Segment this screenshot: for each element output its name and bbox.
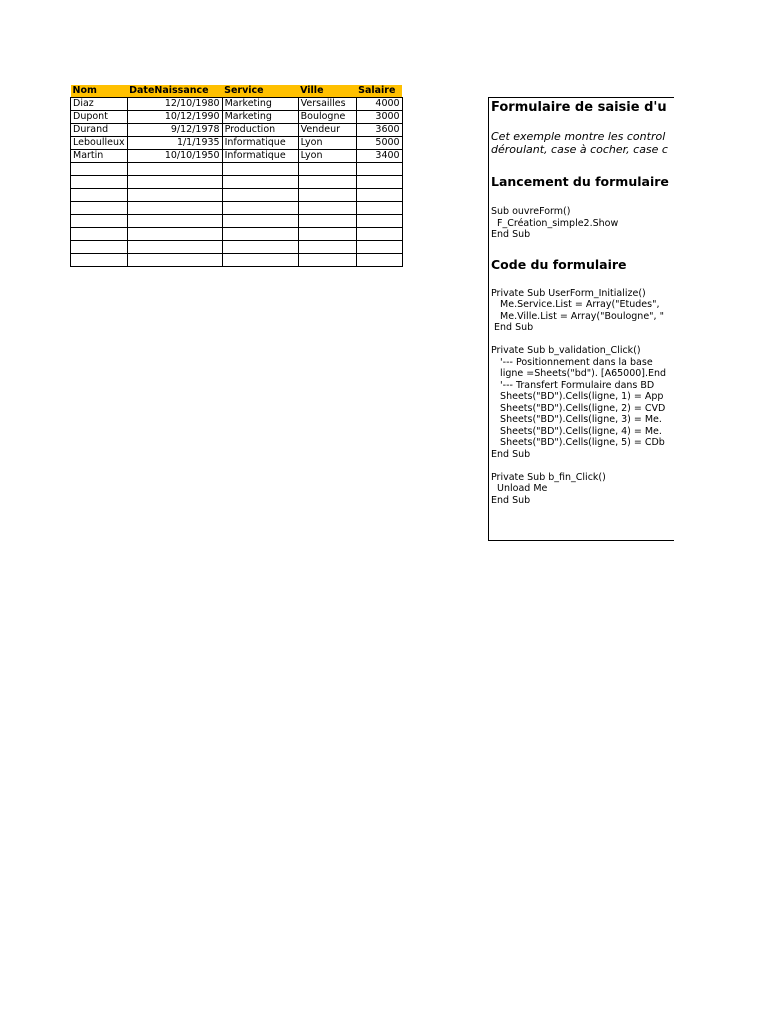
- cell-service[interactable]: [222, 241, 298, 254]
- cell-ville[interactable]: Boulogne: [298, 111, 356, 124]
- cell-salaire[interactable]: [356, 176, 402, 189]
- cell-salaire[interactable]: 3400: [356, 150, 402, 163]
- cell-ville[interactable]: Vendeur: [298, 124, 356, 137]
- cell-service[interactable]: Marketing: [222, 98, 298, 111]
- table-row: [71, 215, 403, 228]
- cell-ville[interactable]: [298, 254, 356, 267]
- cell-nom[interactable]: Leboulleux: [71, 137, 128, 150]
- cell-salaire[interactable]: 4000: [356, 98, 402, 111]
- cell-date-naissance[interactable]: [127, 189, 222, 202]
- cell-nom[interactable]: Martin: [71, 150, 128, 163]
- cell-nom[interactable]: Durand: [71, 124, 128, 137]
- cell-date-naissance[interactable]: 10/10/1950: [127, 150, 222, 163]
- header-nom[interactable]: Nom: [72, 85, 97, 96]
- cell-nom[interactable]: [71, 241, 128, 254]
- cell-salaire[interactable]: [356, 254, 402, 267]
- cell-salaire[interactable]: [356, 202, 402, 215]
- table-row: [71, 163, 403, 176]
- cell-service[interactable]: [222, 254, 298, 267]
- cell-salaire[interactable]: [356, 228, 402, 241]
- table-row: [71, 176, 403, 189]
- cell-nom[interactable]: [71, 163, 128, 176]
- cell-nom[interactable]: [71, 215, 128, 228]
- box-intro: [491, 130, 674, 156]
- cell-ville[interactable]: Lyon: [298, 137, 356, 150]
- cell-salaire[interactable]: 5000: [356, 137, 402, 150]
- cell-ville[interactable]: [298, 176, 356, 189]
- cell-date-naissance[interactable]: [127, 241, 222, 254]
- cell-ville[interactable]: Lyon: [298, 150, 356, 163]
- cell-date-naissance[interactable]: 12/10/1980: [127, 98, 222, 111]
- cell-ville[interactable]: [298, 215, 356, 228]
- cell-date-naissance[interactable]: [127, 163, 222, 176]
- cell-nom[interactable]: [71, 254, 128, 267]
- cell-nom[interactable]: [71, 189, 128, 202]
- cell-ville[interactable]: [298, 202, 356, 215]
- cell-service[interactable]: [222, 202, 298, 215]
- cell-salaire[interactable]: [356, 241, 402, 254]
- table-row: [71, 98, 403, 111]
- header-service[interactable]: Service: [224, 85, 264, 96]
- cell-nom[interactable]: [71, 176, 128, 189]
- cell-service[interactable]: [222, 176, 298, 189]
- table-row: [71, 150, 403, 163]
- employee-table: [70, 85, 403, 267]
- cell-salaire[interactable]: [356, 163, 402, 176]
- table-row: [71, 228, 403, 241]
- cell-service[interactable]: Production: [222, 124, 298, 137]
- table-header-row: [71, 85, 403, 98]
- cell-service[interactable]: Informatique: [222, 150, 298, 163]
- table-row: [71, 254, 403, 267]
- table-row: [71, 124, 403, 137]
- cell-nom[interactable]: [71, 228, 128, 241]
- table-row: [71, 241, 403, 254]
- cell-service[interactable]: [222, 189, 298, 202]
- code-heading: Code du formulaire: [491, 256, 627, 272]
- cell-nom[interactable]: Dupont: [71, 111, 128, 124]
- header-date-naissance[interactable]: DateNaissance: [129, 85, 209, 96]
- cell-ville[interactable]: [298, 189, 356, 202]
- cell-nom[interactable]: [71, 202, 128, 215]
- form-code-block: Private Sub UserForm_Initialize() Me.Service.List = Array("Etudes", Me.Ville.List = Array("Boulogne", " End Sub Private Sub b_validation_Click() '--- Positionnement dans la base ligne =Sheets("bd"). [A65000].End '--- Transfert Formulaire dans BD Sheets("BD").Cells(ligne, 1) = App Sheets("BD").Cells(ligne, 2) = CVD Sheets("BD").Cells(ligne, 3) = Me. Sheets("BD").Cells(ligne, 4) = Me. Sheets("BD").Cells(ligne, 5) = CDb End Sub Private Sub b_fin_Click() Unload Me End Sub: [491, 287, 667, 506]
- cell-ville[interactable]: Versailles: [298, 98, 356, 111]
- launch-heading: Lancement du formulaire: [491, 174, 669, 189]
- box-intro-line-1: Cet exemple montre les control: [491, 130, 666, 143]
- cell-date-naissance[interactable]: [127, 215, 222, 228]
- table-row: [71, 189, 403, 202]
- table-row: [71, 111, 403, 124]
- launch-code-block: Sub ouvreForm() F_Création_simple2.Show End Sub: [491, 206, 619, 240]
- cell-date-naissance[interactable]: 9/12/1978: [127, 124, 222, 137]
- cell-service[interactable]: Informatique: [222, 137, 298, 150]
- cell-date-naissance[interactable]: 10/12/1990: [127, 111, 222, 124]
- cell-service[interactable]: [222, 163, 298, 176]
- cell-date-naissance[interactable]: 1/1/1935: [127, 137, 222, 150]
- cell-date-naissance[interactable]: [127, 228, 222, 241]
- cell-salaire[interactable]: 3000: [356, 111, 402, 124]
- cell-salaire[interactable]: 3600: [356, 124, 402, 137]
- cell-ville[interactable]: [298, 163, 356, 176]
- header-salaire[interactable]: Salaire: [358, 85, 396, 96]
- table-row: [71, 202, 403, 215]
- cell-nom[interactable]: Diaz: [71, 98, 128, 111]
- cell-ville[interactable]: [298, 228, 356, 241]
- cell-date-naissance[interactable]: [127, 202, 222, 215]
- box-intro-line-2: déroulant, case à cocher, case c: [491, 143, 668, 156]
- cell-date-naissance[interactable]: [127, 176, 222, 189]
- cell-date-naissance[interactable]: [127, 254, 222, 267]
- info-box: [488, 97, 674, 541]
- table-row: [71, 137, 403, 150]
- cell-salaire[interactable]: [356, 189, 402, 202]
- cell-service[interactable]: [222, 215, 298, 228]
- header-ville[interactable]: Ville: [300, 85, 324, 96]
- cell-service[interactable]: [222, 228, 298, 241]
- cell-service[interactable]: Marketing: [222, 111, 298, 124]
- box-title: Formulaire de saisie d'u: [491, 100, 667, 115]
- cell-ville[interactable]: [298, 241, 356, 254]
- cell-salaire[interactable]: [356, 215, 402, 228]
